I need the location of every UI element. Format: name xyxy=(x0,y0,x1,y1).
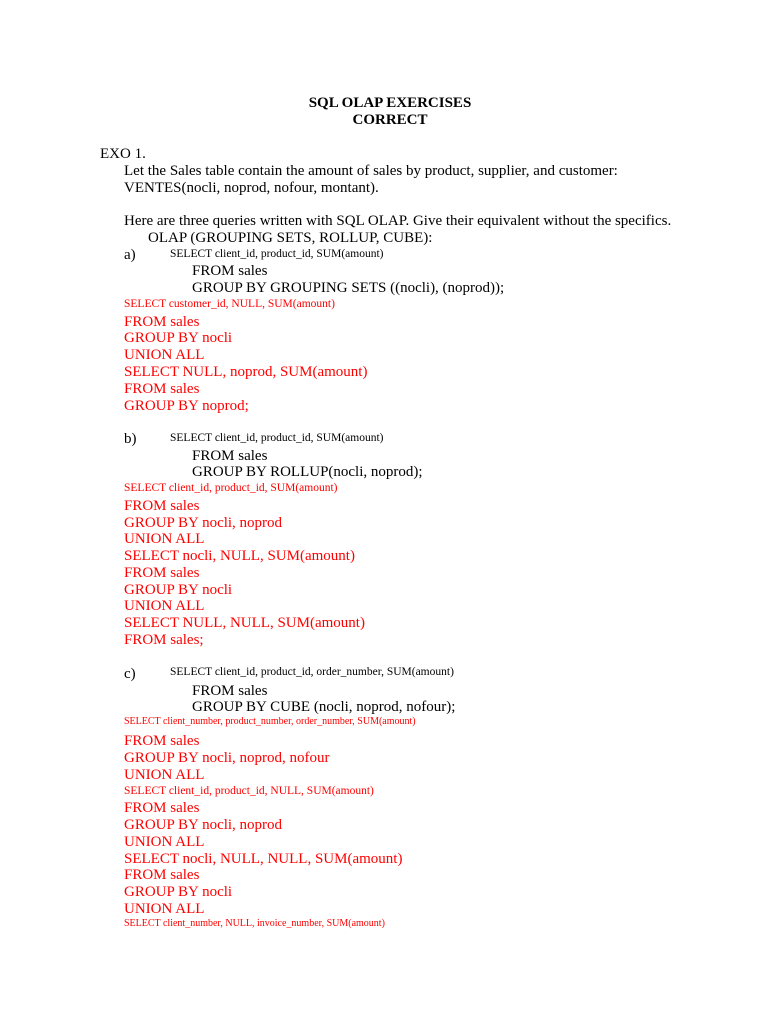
answer-c-line: UNION ALL xyxy=(124,834,205,850)
part-b-query-from: FROM sales xyxy=(192,448,268,464)
task-text-cont: OLAP (GROUPING SETS, ROLLUP, CUBE): xyxy=(148,230,433,246)
part-b-query-select: SELECT client_id, product_id, SUM(amount) xyxy=(170,432,384,444)
part-c-query-group: GROUP BY CUBE (nocli, noprod, nofour); xyxy=(192,699,456,715)
page-subtitle: CORRECT xyxy=(352,112,428,128)
answer-b-line: SELECT client_id, product_id, SUM(amount) xyxy=(124,482,338,494)
answer-c-line: SELECT nocli, NULL, NULL, SUM(amount) xyxy=(124,851,403,867)
task-text: Here are three queries written with SQL OLAP. Give their equivalent without the specifics. xyxy=(124,213,672,229)
exercise-heading: EXO 1. xyxy=(100,146,146,162)
answer-c-line: SELECT client_number, product_number, order_number, SUM(amount) xyxy=(124,716,416,727)
answer-b-line: FROM sales xyxy=(124,565,200,581)
answer-a-line: GROUP BY nocli xyxy=(124,330,233,346)
part-b-label: b) xyxy=(124,431,137,447)
answer-c-line: GROUP BY nocli xyxy=(124,884,233,900)
answer-b-line: FROM sales xyxy=(124,498,200,514)
answer-b-line: SELECT nocli, NULL, SUM(amount) xyxy=(124,548,355,564)
answer-a-line: UNION ALL xyxy=(124,347,205,363)
answer-c-line: SELECT client_id, product_id, NULL, SUM(amount) xyxy=(124,785,374,797)
answer-c-line: SELECT client_number, NULL, invoice_number, SUM(amount) xyxy=(124,918,385,929)
answer-c-line: FROM sales xyxy=(124,800,200,816)
answer-c-line: UNION ALL xyxy=(124,901,205,917)
answer-a-line: SELECT NULL, noprod, SUM(amount) xyxy=(124,364,368,380)
part-a-label: a) xyxy=(124,247,136,263)
intro-schema: VENTES(nocli, noprod, nofour, montant). xyxy=(124,180,379,196)
answer-b-line: GROUP BY nocli xyxy=(124,582,233,598)
answer-a-line: SELECT customer_id, NULL, SUM(amount) xyxy=(124,298,335,310)
part-c-query-from: FROM sales xyxy=(192,683,268,699)
page-title: SQL OLAP EXERCISES xyxy=(308,95,472,111)
answer-a-line: GROUP BY noprod; xyxy=(124,398,249,414)
answer-c-line: GROUP BY nocli, noprod xyxy=(124,817,283,833)
part-c-label: c) xyxy=(124,666,136,682)
answer-c-line: GROUP BY nocli, noprod, nofour xyxy=(124,750,330,766)
answer-b-line: UNION ALL xyxy=(124,531,205,547)
answer-a-line: FROM sales xyxy=(124,314,200,330)
answer-b-line: FROM sales; xyxy=(124,632,204,648)
answer-b-line: GROUP BY nocli, noprod xyxy=(124,515,283,531)
part-b-query-group: GROUP BY ROLLUP(nocli, noprod); xyxy=(192,464,423,480)
part-c-query-select: SELECT client_id, product_id, order_number, SUM(amount) xyxy=(170,666,454,678)
intro-text: Let the Sales table contain the amount of sales by product, supplier, and customer: xyxy=(124,163,618,179)
answer-c-line: FROM sales xyxy=(124,867,200,883)
answer-a-line: FROM sales xyxy=(124,381,200,397)
part-a-query-from: FROM sales xyxy=(192,263,268,279)
part-a-query-group: GROUP BY GROUPING SETS ((nocli), (noprod)); xyxy=(192,280,505,296)
part-a-query-select: SELECT client_id, product_id, SUM(amount) xyxy=(170,248,384,260)
answer-b-line: SELECT NULL, NULL, SUM(amount) xyxy=(124,615,365,631)
answer-b-line: UNION ALL xyxy=(124,598,205,614)
answer-c-line: UNION ALL xyxy=(124,767,205,783)
answer-c-line: FROM sales xyxy=(124,733,200,749)
